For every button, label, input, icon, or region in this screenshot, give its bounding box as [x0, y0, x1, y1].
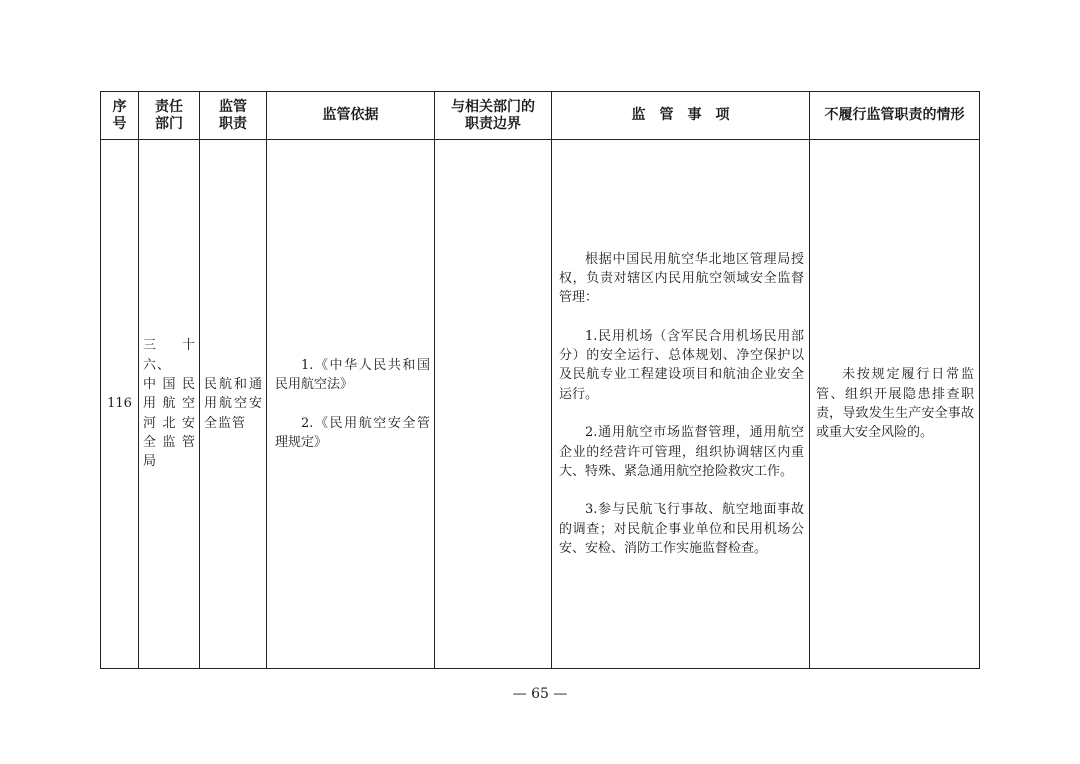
header-row — [101, 92, 980, 140]
table-row — [101, 140, 980, 669]
header-boundary — [435, 92, 552, 140]
header-duty — [200, 92, 267, 140]
basis-item: 1.《中华人民共和国民用航空法》 — [275, 357, 430, 393]
header-basis — [267, 92, 435, 140]
duty-table — [100, 91, 980, 669]
row-seq: 116 — [107, 396, 132, 412]
header-failure — [810, 92, 980, 140]
matters-item: 2.通用航空市场监督管理，通用航空企业的经营许可管理，组织协调辖区内重大、特殊、紧急通用航空抢险救灾工作。 — [559, 425, 804, 479]
seq-cell — [101, 140, 139, 669]
header-seq-label: 序 号 — [112, 98, 127, 132]
header-basis-label: 监管依据 — [322, 107, 379, 123]
header-dept — [139, 92, 200, 140]
header-seq — [101, 92, 139, 140]
header-matters — [552, 92, 810, 140]
page-number: — 65 — — [512, 686, 568, 702]
matters-intro: 根据中国民用航空华北地区管理局授权，负责对辖区内民用航空领域安全监督管理： — [559, 251, 804, 306]
header-matters-label: 监管事项 — [631, 107, 744, 123]
row-duty: 民航和通用航空安全监管 — [204, 377, 263, 431]
failure-cell — [810, 140, 980, 669]
matters-item: 3.参与民航飞行事故、航空地面事故的调查；对民航企事业单位和民用机场公安、安检、消防工作实施监督检查。 — [559, 502, 804, 557]
header-duty-label: 监管 职责 — [219, 98, 247, 132]
matters-cell — [552, 140, 810, 669]
basis-list — [267, 336, 434, 471]
dept-cell — [139, 140, 200, 669]
row-failure: 未按规定履行日常监管、组织开展隐患排查职责，导致发生生产安全事故或重大安全风险的。 — [816, 367, 974, 441]
header-dept-label: 责任 部门 — [155, 98, 183, 132]
boundary-cell — [435, 140, 552, 669]
row-dept: 三十六、 中国民用航空河北安全监管局 — [143, 338, 196, 470]
matters-item: 1.民用机场（含军民合用机场民用部分）的安全运行、总体规划、净空保护以及民航专业工程建设项目和航油企业安全运行。 — [559, 328, 804, 402]
matters-list — [552, 230, 809, 577]
header-boundary-label: 与相关部门的 职责边界 — [451, 98, 535, 132]
header-failure-label: 不履行监管职责的情形 — [824, 107, 965, 123]
duty-cell — [200, 140, 267, 669]
basis-item: 2.《民用航空安全管理规定》 — [275, 415, 430, 450]
basis-cell — [267, 140, 435, 669]
failure-wrap — [810, 346, 979, 462]
supervision-table — [100, 91, 979, 669]
